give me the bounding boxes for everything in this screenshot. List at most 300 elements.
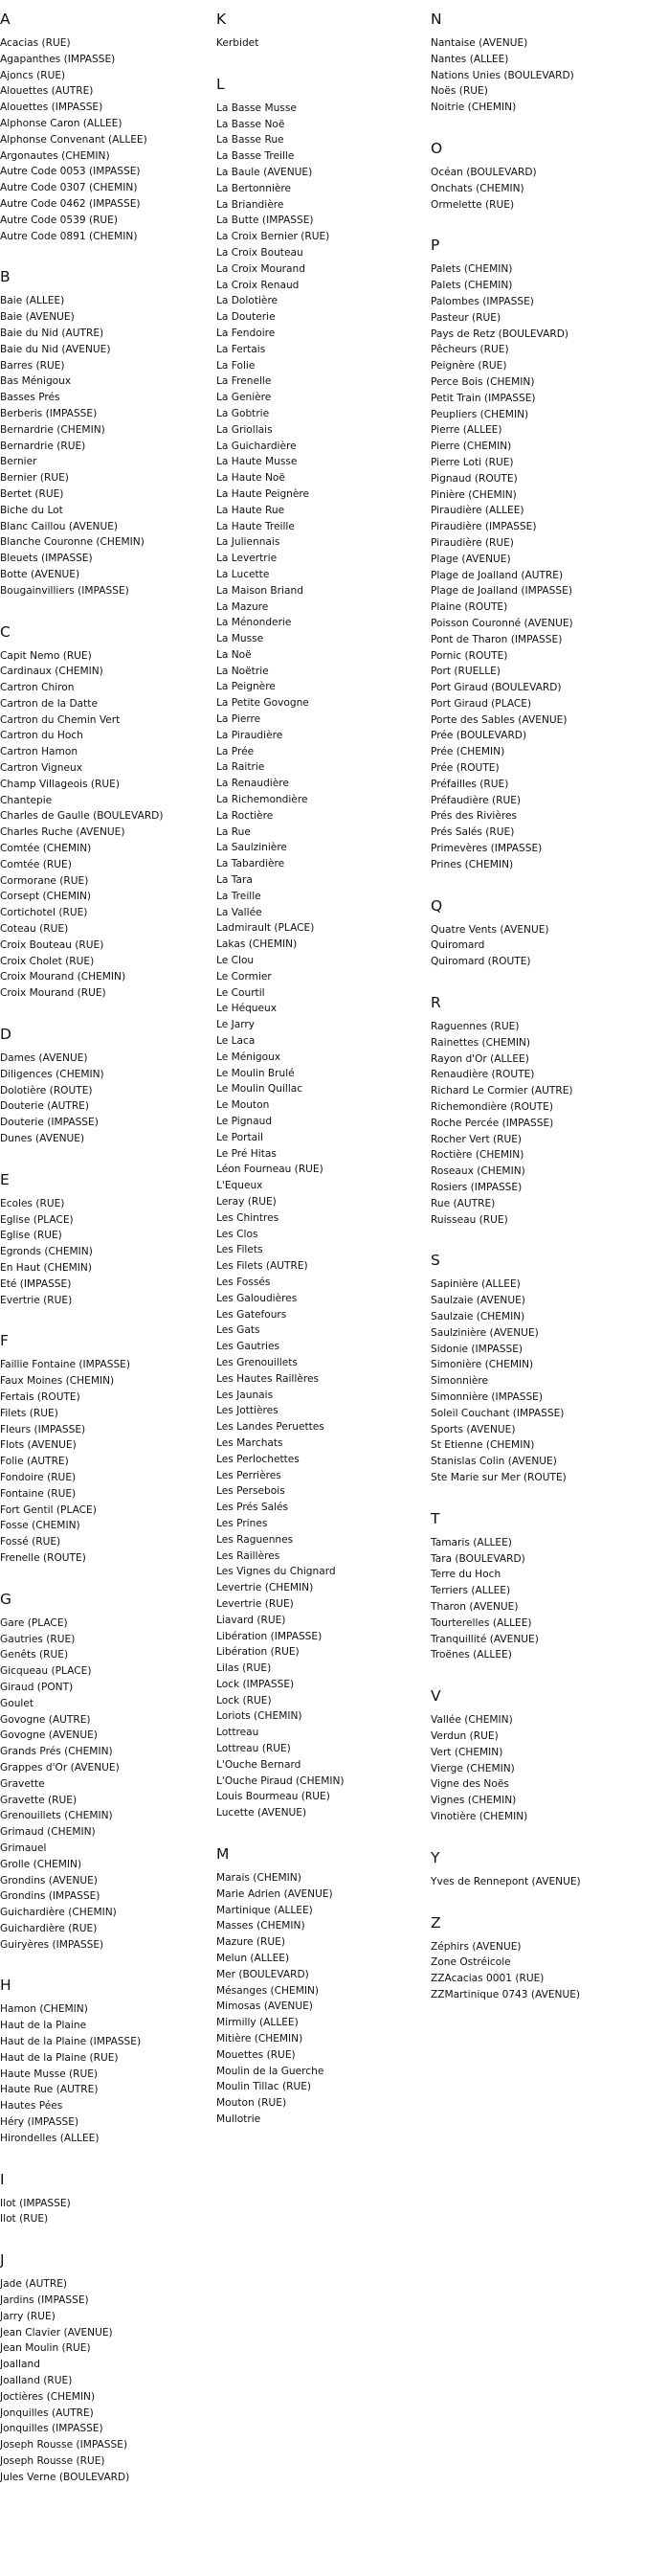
street-entry: Comtée (RUE) bbox=[0, 858, 72, 870]
street-entry: Bertet (RUE) bbox=[0, 487, 64, 500]
street-entry: Hirondelles (ALLEE) bbox=[0, 2132, 100, 2144]
section-letter-heading: Q bbox=[431, 896, 443, 915]
street-entry: La Douterie bbox=[216, 311, 276, 324]
street-entry: La Richemondière bbox=[216, 794, 308, 806]
street-entry: Le Jarry bbox=[216, 1019, 256, 1031]
street-entry: La Butte (IMPASSE) bbox=[216, 215, 314, 227]
street-entry: La Frenelle bbox=[216, 375, 272, 388]
street-entry: Autre Code 0462 (IMPASSE) bbox=[0, 197, 141, 210]
street-entry: Prés des Rivières bbox=[431, 810, 518, 823]
street-entry: L'Ouche Piraud (CHEMIN) bbox=[216, 1774, 345, 1787]
street-entry: Le Héqueux bbox=[216, 1003, 278, 1015]
street-entry: Mimosas (AVENUE) bbox=[216, 2000, 313, 2013]
street-entry: Les Fossés bbox=[216, 1276, 271, 1288]
street-list bbox=[0, 293, 215, 599]
street-entry: Préfaudière (RUE) bbox=[431, 794, 522, 806]
street-entry: Fontaine (RUE) bbox=[0, 1487, 77, 1500]
street-entry: Grands Prés (CHEMIN) bbox=[0, 1746, 113, 1758]
street-list bbox=[0, 1196, 215, 1309]
letter-section bbox=[0, 267, 215, 599]
street-entry: Rayon d'Or (ALLEE) bbox=[431, 1052, 529, 1065]
street-entry: Marais (CHEMIN) bbox=[216, 1872, 301, 1885]
street-entry: Roctière (CHEMIN) bbox=[431, 1149, 524, 1162]
street-entry: Le Clou bbox=[216, 955, 255, 967]
street-entry: St Etienne (CHEMIN) bbox=[431, 1439, 535, 1452]
street-entry: Soleil Couchant (IMPASSE) bbox=[431, 1407, 565, 1419]
street-entry: Faux Moines (CHEMIN) bbox=[0, 1375, 115, 1388]
street-entry: Les Jottières bbox=[216, 1405, 278, 1417]
street-entry: Palets (CHEMIN) bbox=[431, 263, 513, 276]
street-entry: Mirmilly (ALLEE) bbox=[216, 2017, 299, 2029]
street-entry: Genêts (RUE) bbox=[0, 1649, 69, 1661]
street-entry: Ladmirault (PLACE) bbox=[216, 922, 315, 935]
street-entry: Capit Nemo (RUE) bbox=[0, 649, 92, 662]
street-entry: Le Moulin Quillac bbox=[216, 1083, 303, 1096]
street-entry: Blanc Caillou (AVENUE) bbox=[0, 520, 119, 532]
street-entry: La Folie bbox=[216, 359, 256, 372]
street-entry: Haut de la Plaine (IMPASSE) bbox=[0, 2036, 142, 2048]
street-entry: Le Courtil bbox=[216, 986, 265, 999]
street-entry: Folie (AUTRE) bbox=[0, 1456, 69, 1468]
street-entry: Prines (CHEMIN) bbox=[431, 858, 514, 870]
street-entry: Biche du Lot bbox=[0, 504, 63, 516]
street-entry: Lilas (RUE) bbox=[216, 1662, 272, 1675]
letter-section bbox=[431, 236, 646, 872]
street-entry: Bernardrie (CHEMIN) bbox=[0, 423, 105, 436]
street-entry: Martinique (ALLEE) bbox=[216, 1904, 313, 1916]
street-list bbox=[0, 2196, 215, 2228]
street-entry: Baie (ALLEE) bbox=[0, 295, 65, 307]
street-entry: Port Giraud (PLACE) bbox=[431, 697, 532, 710]
street-entry: Faillie Fontaine (IMPASSE) bbox=[0, 1359, 131, 1371]
street-entry: Les Gautries bbox=[216, 1341, 280, 1353]
street-entry: La Noëtrie bbox=[216, 665, 269, 677]
street-entry: Fosse (CHEMIN) bbox=[0, 1520, 80, 1532]
street-entry: Vallée (CHEMIN) bbox=[431, 1714, 513, 1727]
section-letter-heading: A bbox=[0, 11, 11, 28]
street-entry: La Basse Rue bbox=[216, 134, 284, 147]
letter-section bbox=[431, 1848, 646, 1890]
street-entry: Joseph Rousse (IMPASSE) bbox=[0, 2439, 128, 2452]
street-entry: Eglise (PLACE) bbox=[0, 1213, 74, 1226]
street-entry: Cortichotel (RUE) bbox=[0, 907, 88, 919]
section-letter-heading: I bbox=[0, 2170, 5, 2188]
street-list bbox=[0, 35, 215, 244]
street-entry: Nantaise (AVENUE) bbox=[431, 37, 528, 49]
street-entry: Roche Percée (IMPASSE) bbox=[431, 1117, 554, 1129]
street-entry: Fort Gentil (PLACE) bbox=[0, 1503, 97, 1516]
street-entry: Rainettes (CHEMIN) bbox=[431, 1036, 531, 1049]
street-entry: Les Persebois bbox=[216, 1485, 285, 1498]
letter-section bbox=[0, 1590, 215, 1954]
street-entry: Acacias (RUE) bbox=[0, 37, 71, 49]
street-entry: Gravette (RUE) bbox=[0, 1794, 78, 1806]
street-entry: Jean Moulin (RUE) bbox=[0, 2342, 91, 2355]
section-letter-heading: L bbox=[216, 75, 225, 93]
street-entry: Pont de Tharon (IMPASSE) bbox=[431, 633, 563, 645]
street-entry: La Croix Mourand bbox=[216, 262, 305, 275]
street-list bbox=[431, 1939, 646, 2003]
street-entry: Baie du Nid (AUTRE) bbox=[0, 327, 104, 339]
street-entry: La Baule (AVENUE) bbox=[216, 166, 313, 178]
street-entry: Lock (IMPASSE) bbox=[216, 1678, 295, 1690]
street-entry: Haute Rue (AUTRE) bbox=[0, 2084, 99, 2096]
street-entry: Raguennes (RUE) bbox=[431, 1021, 520, 1033]
street-entry: Croix Bouteau (RUE) bbox=[0, 938, 104, 951]
street-entry: La Haute Peignère bbox=[216, 487, 310, 500]
street-entry: Petit Train (IMPASSE) bbox=[431, 392, 536, 404]
street-entry: Jardins (IMPASSE) bbox=[0, 2294, 89, 2307]
street-list bbox=[431, 1874, 646, 1890]
section-letter-heading: C bbox=[0, 622, 11, 641]
street-entry: Quatre Vents (AVENUE) bbox=[431, 923, 549, 936]
street-entry: Les Landes Peruettes bbox=[216, 1421, 324, 1434]
letter-section bbox=[431, 139, 646, 213]
street-entry: Rocher Vert (RUE) bbox=[431, 1133, 523, 1145]
street-entry: Jean Clavier (AVENUE) bbox=[0, 2326, 113, 2339]
street-entry: Guichardière (CHEMIN) bbox=[0, 1907, 117, 1919]
street-entry: La Noë bbox=[216, 648, 252, 661]
street-entry: Fleurs (IMPASSE) bbox=[0, 1423, 86, 1435]
section-letter-heading: O bbox=[431, 139, 443, 157]
street-entry: Filets (RUE) bbox=[0, 1407, 58, 1419]
street-entry: Prée (ROUTE) bbox=[431, 762, 500, 775]
street-list bbox=[0, 1616, 215, 1954]
street-entry: Lucette (AVENUE) bbox=[216, 1807, 307, 1819]
street-entry: Les Vignes du Chignard bbox=[216, 1566, 336, 1578]
street-entry: Onchats (CHEMIN) bbox=[431, 182, 524, 194]
street-entry: Comtée (CHEMIN) bbox=[0, 843, 92, 855]
street-entry: Les Raillères bbox=[216, 1549, 280, 1562]
street-entry: Charles de Gaulle (BOULEVARD) bbox=[0, 810, 164, 823]
street-entry: Mésanges (CHEMIN) bbox=[216, 1984, 320, 1997]
street-entry: Nations Unies (BOULEVARD) bbox=[431, 69, 574, 81]
street-entry: Les Perrières bbox=[216, 1469, 281, 1481]
street-entry: Joalland bbox=[0, 2359, 40, 2371]
street-entry: Ilot (RUE) bbox=[0, 2213, 49, 2226]
street-entry: Evertrie (RUE) bbox=[0, 1294, 73, 1306]
street-entry: Pays de Retz (BOULEVARD) bbox=[431, 328, 569, 340]
street-entry: Quiromard bbox=[431, 939, 485, 952]
street-entry: Cardinaux (CHEMIN) bbox=[0, 666, 103, 678]
street-entry: Ormelette (RUE) bbox=[431, 198, 515, 211]
letter-section bbox=[431, 1686, 646, 1825]
street-entry: Le Moulin Brulé bbox=[216, 1067, 295, 1079]
street-entry: Croix Cholet (RUE) bbox=[0, 955, 95, 967]
street-entry: Les Chintres bbox=[216, 1211, 279, 1224]
street-entry: Les Marchats bbox=[216, 1436, 283, 1449]
street-entry: Plaine (ROUTE) bbox=[431, 601, 508, 614]
letter-section bbox=[431, 1251, 646, 1485]
street-entry: La Vallée bbox=[216, 906, 262, 918]
section-letter-heading: G bbox=[0, 1590, 12, 1608]
letter-section bbox=[216, 10, 431, 52]
street-list bbox=[0, 1357, 215, 1566]
section-letter-heading: H bbox=[0, 1977, 11, 1995]
street-list bbox=[431, 35, 646, 116]
street-entry: Les Grenouillets bbox=[216, 1356, 298, 1368]
street-entry: Simonière (CHEMIN) bbox=[431, 1359, 534, 1371]
street-entry: La Haute Musse bbox=[216, 456, 298, 468]
street-entry: Agapanthes (IMPASSE) bbox=[0, 53, 116, 65]
street-entry: Grolle (CHEMIN) bbox=[0, 1858, 82, 1870]
street-entry: La Fendoire bbox=[216, 327, 276, 339]
street-entry: Sidonie (IMPASSE) bbox=[431, 1343, 523, 1355]
street-entry: Pierre Loti (RUE) bbox=[431, 456, 514, 468]
street-entry: Giraud (PONT) bbox=[0, 1681, 74, 1693]
street-list bbox=[0, 2001, 215, 2146]
street-entry: Haut de la Plaine (RUE) bbox=[0, 2051, 119, 2064]
street-entry: Roseaux (CHEMIN) bbox=[431, 1165, 525, 1178]
street-entry: La Peignère bbox=[216, 681, 276, 693]
letter-section bbox=[216, 75, 431, 1821]
street-entry: Lottreau (RUE) bbox=[216, 1743, 291, 1755]
street-entry: Les Hautes Raillères bbox=[216, 1372, 319, 1385]
street-entry: Grenouillets (CHEMIN) bbox=[0, 1810, 113, 1822]
street-entry: Fertais (ROUTE) bbox=[0, 1390, 80, 1403]
street-entry: Cormorane (RUE) bbox=[0, 874, 89, 887]
street-list bbox=[431, 1535, 646, 1663]
street-entry: Gare (PLACE) bbox=[0, 1616, 68, 1629]
street-entry: Ajoncs (RUE) bbox=[0, 69, 66, 81]
street-entry: La Haute Rue bbox=[216, 504, 285, 516]
street-entry: Autre Code 0891 (CHEMIN) bbox=[0, 230, 138, 242]
street-entry: Vignes (CHEMIN) bbox=[431, 1795, 517, 1807]
street-entry: Jarry (RUE) bbox=[0, 2310, 56, 2322]
street-entry: ZZAcacias 0001 (RUE) bbox=[431, 1973, 545, 1985]
street-entry: Douterie (AUTRE) bbox=[0, 1100, 90, 1113]
street-entry: Argonautes (CHEMIN) bbox=[0, 149, 110, 162]
street-entry: Palombes (IMPASSE) bbox=[431, 295, 534, 307]
street-entry: La Tara bbox=[216, 874, 253, 887]
street-entry: Cartron Chiron bbox=[0, 682, 75, 694]
street-entry: Goulet bbox=[0, 1697, 34, 1709]
section-letter-heading: F bbox=[0, 1332, 9, 1350]
street-entry: Pasteur (RUE) bbox=[431, 311, 501, 324]
street-list bbox=[431, 165, 646, 213]
street-entry: La Saulzinière bbox=[216, 842, 287, 854]
index-column bbox=[431, 10, 646, 2026]
street-entry: Les Prés Salés bbox=[216, 1502, 289, 1514]
street-entry: Pierre (CHEMIN) bbox=[431, 441, 512, 453]
street-entry: Tamaris (ALLEE) bbox=[431, 1536, 512, 1548]
street-entry: Quiromard (ROUTE) bbox=[431, 956, 531, 968]
street-entry: Ste Marie sur Mer (ROUTE) bbox=[431, 1471, 567, 1483]
street-entry: Zéphirs (AVENUE) bbox=[431, 1940, 522, 1953]
street-entry: Saulzinière (AVENUE) bbox=[431, 1326, 539, 1339]
section-letter-heading: T bbox=[431, 1509, 440, 1527]
street-entry: Baie du Nid (AVENUE) bbox=[0, 343, 111, 355]
street-entry: Grimauel bbox=[0, 1842, 47, 1854]
street-entry: Préfailles (RUE) bbox=[431, 778, 509, 790]
section-letter-heading: N bbox=[431, 11, 442, 28]
street-entry: Cartron du Chemin Vert bbox=[0, 713, 121, 726]
street-entry: Fondoire (RUE) bbox=[0, 1471, 77, 1483]
street-entry: La Petite Govogne bbox=[216, 697, 309, 710]
street-entry: Charles Ruche (AVENUE) bbox=[0, 826, 125, 839]
street-entry: Melun (ALLEE) bbox=[216, 1953, 290, 1965]
street-list bbox=[0, 648, 215, 1003]
street-entry: La Raitrie bbox=[216, 761, 265, 774]
street-entry: Hamon (CHEMIN) bbox=[0, 2003, 88, 2016]
index-column bbox=[215, 10, 431, 2151]
street-entry: Tranquillité (AVENUE) bbox=[431, 1633, 539, 1645]
street-entry: Basses Prés bbox=[0, 392, 60, 404]
street-entry: Les Filets bbox=[216, 1244, 263, 1256]
section-letter-heading: Z bbox=[431, 1913, 441, 1932]
letter-section bbox=[0, 1170, 215, 1309]
street-entry: Dolotière (ROUTE) bbox=[0, 1084, 93, 1096]
section-letter-heading: D bbox=[0, 1026, 11, 1044]
street-entry: La Renaudière bbox=[216, 778, 289, 790]
street-entry: Plage de Joalland (AUTRE) bbox=[431, 569, 564, 581]
street-entry: Pornic (ROUTE) bbox=[431, 649, 508, 662]
letter-section bbox=[0, 2250, 215, 2485]
street-entry: Joctières (CHEMIN) bbox=[0, 2390, 96, 2403]
street-entry: La Griollais bbox=[216, 423, 273, 436]
street-entry: Pêcheurs (RUE) bbox=[431, 344, 509, 356]
street-entry: Léon Fourneau (RUE) bbox=[216, 1164, 323, 1176]
street-list bbox=[431, 1277, 646, 1485]
street-entry: Diligences (CHEMIN) bbox=[0, 1068, 104, 1080]
street-entry: Mazure (RUE) bbox=[216, 1936, 285, 1949]
street-entry: Baie (AVENUE) bbox=[0, 311, 75, 324]
street-entry: Lottreau bbox=[216, 1727, 259, 1739]
street-entry: La Lucette bbox=[216, 568, 270, 580]
street-entry: Troënes (ALLEE) bbox=[431, 1649, 512, 1661]
street-entry: Héry (IMPASSE) bbox=[0, 2116, 79, 2129]
street-entry: Piraudière (ALLEE) bbox=[431, 505, 524, 517]
street-entry: Louis Bourmeau (RUE) bbox=[216, 1791, 330, 1803]
street-entry: Gravette bbox=[0, 1777, 45, 1790]
street-entry: Tourterelles (ALLEE) bbox=[431, 1616, 532, 1629]
street-entry: Libération (IMPASSE) bbox=[216, 1630, 323, 1642]
street-entry: Le Cormier bbox=[216, 970, 272, 983]
street-entry: Gicqueau (PLACE) bbox=[0, 1665, 92, 1678]
street-entry: Bernardrie (RUE) bbox=[0, 440, 86, 452]
street-entry: La Gobtrie bbox=[216, 407, 270, 419]
street-entry: Fossé (RUE) bbox=[0, 1536, 61, 1548]
street-entry: La Mazure bbox=[216, 600, 269, 613]
street-entry: La Croix Renaud bbox=[216, 279, 300, 291]
letter-section bbox=[0, 10, 215, 244]
street-entry: Egronds (CHEMIN) bbox=[0, 1246, 93, 1258]
street-entry: La Haute Treille bbox=[216, 520, 295, 532]
street-entry: Perce Bois (CHEMIN) bbox=[431, 375, 535, 388]
street-entry: Bernier (RUE) bbox=[0, 472, 69, 485]
letter-section bbox=[0, 622, 215, 1003]
street-entry: Vert (CHEMIN) bbox=[431, 1746, 503, 1758]
street-entry: Cartron Hamon bbox=[0, 746, 78, 758]
street-entry: Gautries (RUE) bbox=[0, 1633, 76, 1645]
street-entry: Le Mouton bbox=[216, 1099, 270, 1112]
street-entry: Le Pignaud bbox=[216, 1116, 273, 1127]
street-entry: Leray (RUE) bbox=[216, 1195, 277, 1208]
street-entry: La Guichardière bbox=[216, 440, 297, 452]
street-entry: La Briandière bbox=[216, 198, 284, 211]
street-entry: Loriots (CHEMIN) bbox=[216, 1710, 302, 1723]
street-entry: Prée (CHEMIN) bbox=[431, 746, 505, 758]
street-entry: Rosiers (IMPASSE) bbox=[431, 1182, 523, 1194]
street-entry: Prée (BOULEVARD) bbox=[431, 730, 527, 742]
street-entry: Chantepie bbox=[0, 794, 53, 806]
street-entry: Saulzaie (CHEMIN) bbox=[431, 1311, 525, 1322]
street-entry: Eté (IMPASSE) bbox=[0, 1277, 72, 1290]
street-entry: Grimaud (CHEMIN) bbox=[0, 1826, 96, 1839]
street-entry: Plage de Joalland (IMPASSE) bbox=[431, 585, 572, 598]
street-entry: La Basse Treille bbox=[216, 150, 295, 163]
street-entry: Noës (RUE) bbox=[431, 85, 488, 98]
street-entry: Mouettes (RUE) bbox=[216, 2048, 296, 2061]
street-entry: Jade (AUTRE) bbox=[0, 2278, 68, 2291]
street-entry: La Dolotière bbox=[216, 295, 278, 307]
letter-section bbox=[0, 2170, 215, 2228]
street-entry: Piraudière (RUE) bbox=[431, 536, 514, 549]
street-entry: Peignère (RUE) bbox=[431, 360, 507, 373]
street-entry: Richard Le Cormier (AUTRE) bbox=[431, 1085, 573, 1097]
street-entry: La Genière bbox=[216, 392, 272, 404]
street-entry: Alouettes (IMPASSE) bbox=[0, 102, 103, 114]
street-entry: La Musse bbox=[216, 633, 264, 645]
street-entry: Poisson Couronné (AVENUE) bbox=[431, 617, 573, 629]
street-entry: Libération (RUE) bbox=[216, 1646, 300, 1659]
street-entry: Moulin Tillac (RUE) bbox=[216, 2081, 312, 2093]
street-entry: Pinière (CHEMIN) bbox=[431, 488, 517, 501]
street-entry: La Basse Musse bbox=[216, 102, 297, 114]
street-entry: Kerbidet bbox=[216, 37, 259, 49]
street-entry: Les Prines bbox=[216, 1517, 268, 1529]
street-entry: Barres (RUE) bbox=[0, 359, 65, 372]
street-entry: L'Equeux bbox=[216, 1180, 263, 1192]
street-entry: Eglise (RUE) bbox=[0, 1230, 62, 1242]
street-entry: Bougainvilliers (IMPASSE) bbox=[0, 584, 129, 597]
street-entry: Jules Verne (BOULEVARD) bbox=[0, 2471, 130, 2483]
street-entry: Cartron Vigneux bbox=[0, 762, 82, 775]
street-entry: Jonquilles (IMPASSE) bbox=[0, 2423, 103, 2435]
street-entry: La Croix Bernier (RUE) bbox=[216, 231, 330, 243]
street-entry: La Basse Noë bbox=[216, 118, 285, 130]
street-entry: Corsept (CHEMIN) bbox=[0, 891, 92, 903]
street-entry: Jonquilles (AUTRE) bbox=[0, 2407, 94, 2419]
street-entry: Le Portail bbox=[216, 1131, 263, 1143]
street-entry: L'Ouche Bernard bbox=[216, 1758, 301, 1771]
street-entry: Rue (AUTRE) bbox=[431, 1197, 496, 1209]
street-entry: Pierre (ALLEE) bbox=[431, 424, 502, 437]
street-entry: Les Galoudières bbox=[216, 1292, 298, 1304]
street-entry: Mouton (RUE) bbox=[216, 2097, 287, 2110]
street-entry: Tara (BOULEVARD) bbox=[431, 1552, 525, 1565]
street-entry: Cartron de la Datte bbox=[0, 697, 98, 710]
street-entry: Porte des Sables (AVENUE) bbox=[431, 713, 568, 726]
street-entry: Coteau (RUE) bbox=[0, 923, 69, 936]
street-entry: Océan (BOULEVARD) bbox=[431, 166, 537, 178]
street-entry: La Haute Noë bbox=[216, 472, 285, 485]
street-entry: La Treille bbox=[216, 890, 261, 902]
street-entry: La Roctière bbox=[216, 809, 274, 822]
street-entry: Le Ménigoux bbox=[216, 1051, 281, 1063]
street-entry: Terriers (ALLEE) bbox=[431, 1585, 511, 1597]
street-entry: Les Clos bbox=[216, 1228, 258, 1240]
street-entry: Port Giraud (BOULEVARD) bbox=[431, 682, 562, 694]
street-entry: Mullotrie bbox=[216, 2113, 261, 2126]
street-entry: Autre Code 0307 (CHEMIN) bbox=[0, 182, 138, 194]
street-entry: Pignaud (ROUTE) bbox=[431, 472, 518, 485]
street-entry: Botte (AVENUE) bbox=[0, 568, 80, 580]
letter-section bbox=[216, 1844, 431, 2128]
street-entry: Peupliers (CHEMIN) bbox=[431, 408, 529, 420]
street-entry: Le Laca bbox=[216, 1035, 256, 1048]
street-entry: La Prée bbox=[216, 745, 255, 757]
